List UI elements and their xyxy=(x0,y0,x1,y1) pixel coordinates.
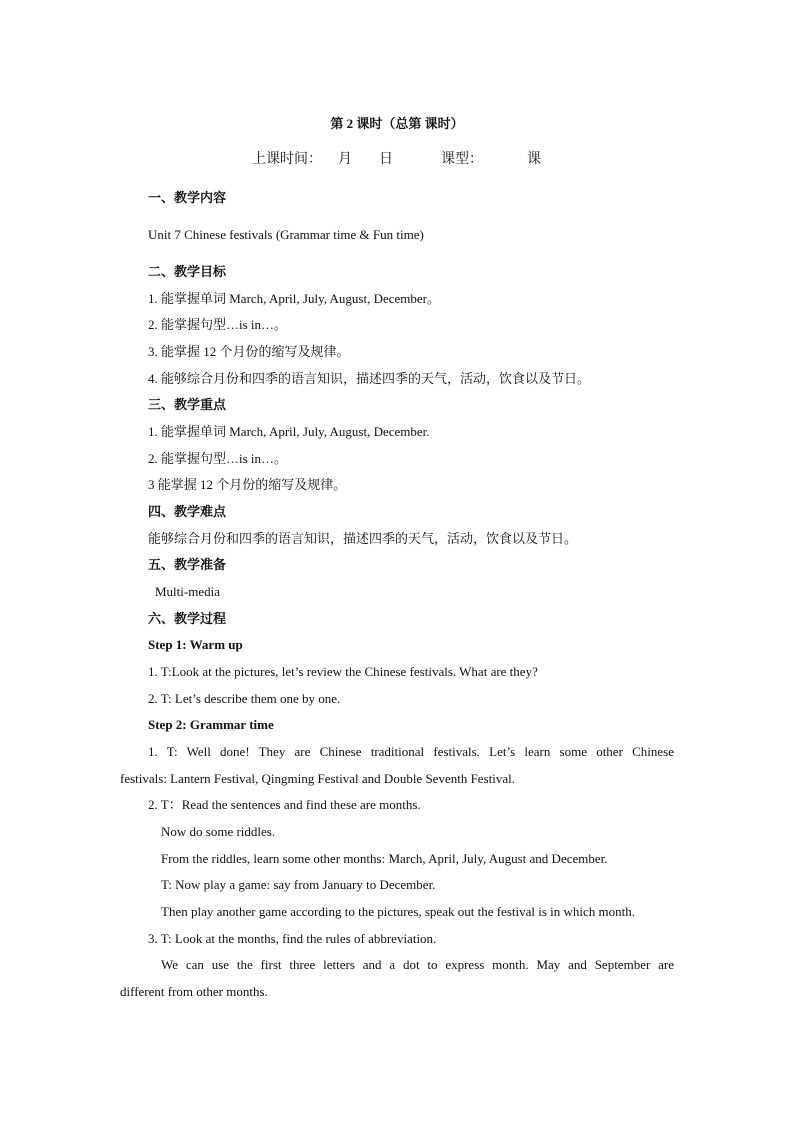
section-heading-content: 一、教学内容 xyxy=(148,190,227,205)
goal-item: 1. 能掌握单词 March, April, July, August, December。 xyxy=(148,291,440,306)
section-heading-process: 六、教学过程 xyxy=(148,611,227,626)
difficulty-text: 能够综合月份和四季的语言知识，描述四季的天气，活动，饮食以及节日。 xyxy=(148,531,578,546)
goal-item: 3. 能掌握 12 个月份的缩写及规律。 xyxy=(148,344,350,359)
step2-paragraph-3-line-1: We can use the first three letters and a dot to express month. May and September are xyxy=(161,957,674,972)
focus-item: 3 能掌握 12 个月份的缩写及规律。 xyxy=(148,477,347,492)
preparation-text: Multi-media xyxy=(155,584,220,599)
section-heading-preparation: 五、教学准备 xyxy=(148,557,227,572)
step2-sub-line: Then play another game according to the pictures, speak out the festival is in which month. xyxy=(161,904,636,919)
step2-title: Step 2: Grammar time xyxy=(148,717,274,732)
month-label: 月 xyxy=(338,152,352,167)
lesson-label: 课 xyxy=(527,152,541,167)
step2-paragraph-3-line-2: different from other months. xyxy=(120,984,268,999)
focus-item: 1. 能掌握单词 March, April, July, August, December. xyxy=(148,424,430,439)
section-heading-focus: 三、教学重点 xyxy=(148,397,227,412)
step2-sub-line: Now do some riddles. xyxy=(161,824,276,839)
goal-item: 4. 能够综合月份和四季的语言知识，描述四季的天气，活动，饮食以及节日。 xyxy=(148,371,591,386)
step2-paragraph-1-line-2: festivals: Lantern Festival, Qingming Festival and Double Seventh Festival. xyxy=(120,771,515,786)
section-heading-difficulty: 四、教学难点 xyxy=(148,504,227,519)
lesson-type-label: 课型： xyxy=(441,152,483,167)
step2-sub-line: From the riddles, learn some other months: March, April, July, August and December. xyxy=(161,851,608,866)
lesson-title: 第 2 课时（总第 课时） xyxy=(330,116,464,131)
step2-paragraph-1-line-1: 1. T: Well done! They are Chinese traditional festivals. Let’s learn some other Chinese xyxy=(148,744,674,759)
focus-item: 2. 能掌握句型…is in…。 xyxy=(148,451,288,466)
section-content-text: Unit 7 Chinese festivals (Grammar time & Fun time) xyxy=(148,227,424,242)
step2-sub-line: T: Now play a game: say from January to December. xyxy=(161,877,436,892)
step2-paragraph-2: 2. T：Read the sentences and find these are months. xyxy=(148,797,421,812)
step1-title: Step 1: Warm up xyxy=(148,637,243,652)
day-label: 日 xyxy=(379,152,393,167)
section-heading-goals: 二、教学目标 xyxy=(148,264,227,279)
goal-item: 2. 能掌握句型…is in…。 xyxy=(148,317,288,332)
step2-paragraph-3: 3. T: Look at the months, find the rules of abbreviation. xyxy=(148,931,437,946)
step1-line: 1. T:Look at the pictures, let’s review the Chinese festivals. What are they? xyxy=(148,664,538,679)
class-time-label: 上课时间： xyxy=(252,152,322,167)
step1-line: 2. T: Let’s describe them one by one. xyxy=(148,691,341,706)
